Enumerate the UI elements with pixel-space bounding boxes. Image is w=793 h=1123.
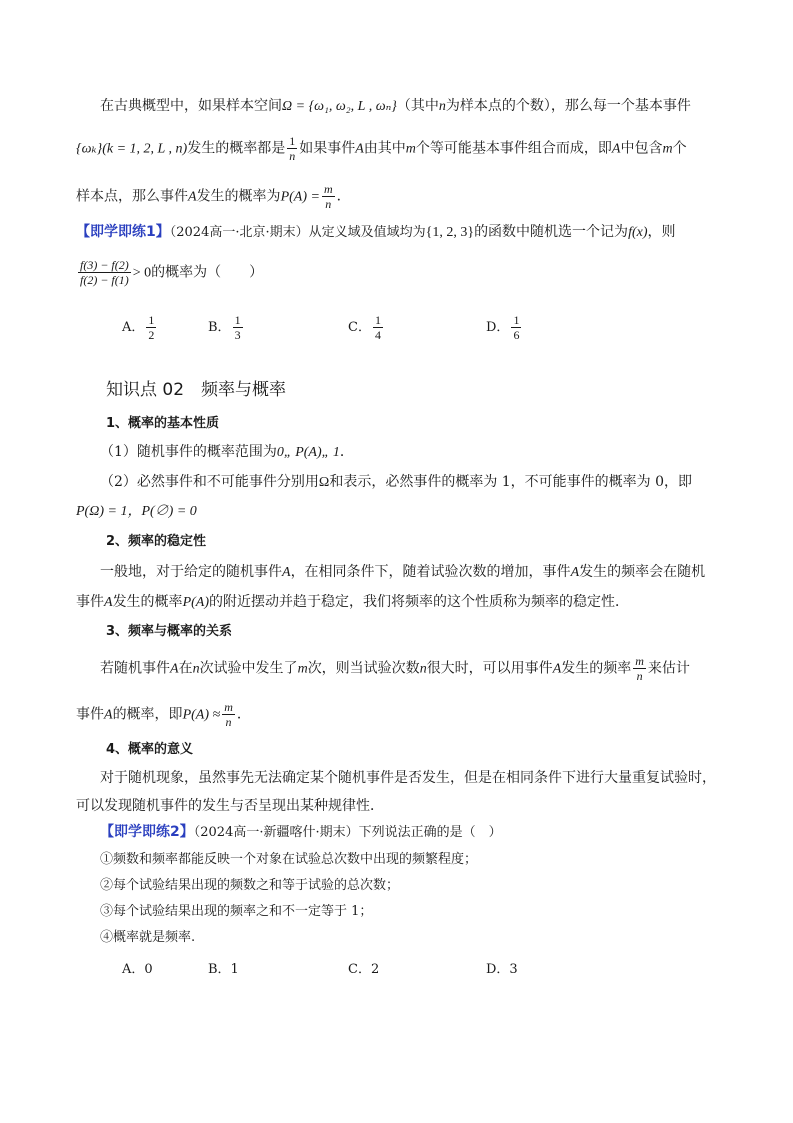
option-fraction: $\frac{1}{3}$ — [234, 313, 241, 342]
text: 个 — [672, 140, 687, 157]
option-a[interactable]: A． $\frac{1}{2}$ — [122, 313, 155, 342]
text: 的概率为（ ） — [151, 264, 264, 281]
subsection-title: 2、频率的稳定性 — [106, 534, 207, 549]
option-c[interactable]: C．2 — [348, 962, 380, 977]
difference-fraction: $\frac{f(3) - f(2)}{f(2) - f(1)}$ — [80, 258, 129, 287]
statement-item: ④概率就是频率. — [100, 930, 196, 945]
fraction-m-over-n: $\frac{m}{n}$ — [323, 182, 333, 211]
s2-line2: 事件A发生的概率P(A)的附近摆动并趋于稳定，我们将频率的这个性质称为频率的稳定性． — [76, 594, 629, 610]
s3-line1: 若随机事件A在n次试验中发生了m次，则当试验次数n很大时，可以用事件A发生的频率 $\frac{m}{n}$ 来估计 — [100, 654, 690, 683]
exercise-2-header — [100, 822, 502, 843]
s2-line1: 一般地，对于给定的随机事件A，在相同条件下，随着试验次数的增加，事件A发生的频率会在随机 — [100, 564, 706, 580]
s1-line2: （2）必然事件和不可能事件分别用Ω和表示，必然事件的概率为 1，不可能事件的概率为 0，即 — [100, 474, 693, 490]
statement-item: ①频数和频率都能反映一个对象在试验总次数中出现的频繁程度； — [100, 852, 478, 867]
p1-line1 — [100, 96, 691, 117]
text: 个等可能基本事件组合而成，即 — [415, 140, 612, 157]
statement-item: ③每个试验结果出现的频率之和不一定等于 1； — [100, 904, 373, 919]
inequality: > 0 — [132, 265, 152, 281]
option-c[interactable]: C． $\frac{1}{4}$ — [348, 313, 381, 342]
text: 由其中 — [363, 140, 406, 157]
sample-space-formula: Ω = {ω₁, ω₂, L , ωₙ} — [282, 99, 397, 114]
exercise-source: （2024高一·北京·期末）从定义域及值域均为 — [169, 225, 426, 240]
prob-range-formula: 0„ P(A)„ 1 — [276, 445, 340, 460]
text: ． — [336, 188, 351, 205]
statement-item: ②每个试验结果出现的频数之和等于试验的总次数； — [100, 878, 400, 893]
fraction-m-over-n: $\frac{m}{n}$ — [224, 700, 233, 729]
section-title: 知识点 02 频率与概率 — [106, 380, 287, 400]
fraction-1-over-n: $\frac{1}{n}$ — [289, 134, 296, 163]
exercise-tag: 【即学即练2】 — [100, 824, 194, 840]
exercise-1-line2 — [76, 258, 263, 287]
var-A: A — [611, 141, 621, 157]
s1-line1: （1）随机事件的概率范围为0„ P(A)„ 1． — [100, 444, 354, 460]
text: 中包含 — [620, 140, 663, 157]
s4-line2: 可以发现随机事件的发生与否呈现出某种规律性． — [76, 798, 384, 814]
p1-line2 — [76, 134, 687, 163]
subsection-title: 4、概率的意义 — [106, 742, 194, 757]
var-m: m — [405, 141, 416, 157]
s4-line1: 对于随机现象，虽然事先无法确定某个随机事件是否发生，但是在相同条件下进行大量重复试验时， — [100, 770, 716, 786]
s1-formula: P(Ω) = 1，P(∅) = 0 — [76, 504, 197, 519]
text: ，则 — [647, 224, 676, 240]
fraction-m-over-n: $\frac{m}{n}$ — [635, 654, 644, 683]
basic-event-formula: {ωₖ}(k = 1, 2, L , n) — [76, 141, 188, 157]
var-m: m — [662, 141, 673, 157]
text: （其中 — [396, 98, 439, 114]
approx-formula: P(A) ≈ — [182, 707, 221, 723]
exercise-tag: 【即学即练1】 — [76, 224, 170, 240]
text: 的函数中随机选一个记为 — [474, 224, 629, 240]
exercise-source: （2024高一·新疆喀什·期末）下列说法正确的是（ ） — [193, 825, 502, 840]
text: 发生的概率为 — [196, 188, 281, 205]
prob-formula: P(A) — [182, 595, 209, 610]
option-fraction: $\frac{1}{2}$ — [148, 313, 155, 342]
var-n: n — [438, 99, 446, 114]
option-fraction: $\frac{1}{6}$ — [513, 313, 520, 342]
option-b[interactable]: B．1 — [208, 962, 239, 977]
set-formula: {1, 2, 3} — [425, 225, 475, 240]
text: 发生的概率都是 — [187, 140, 286, 157]
p1-line3 — [76, 182, 351, 211]
subsection-title: 1、概率的基本性质 — [106, 416, 220, 431]
text: 为样本点的个数），那么每一个基本事件 — [445, 98, 691, 114]
exercise-1-line1 — [76, 222, 676, 243]
var-A: A — [355, 141, 364, 157]
option-fraction: $\frac{1}{4}$ — [374, 313, 381, 342]
text: 样本点，那么事件 — [76, 188, 188, 205]
option-a[interactable]: A．0 — [122, 962, 153, 977]
option-d[interactable]: D． $\frac{1}{6}$ — [486, 313, 520, 342]
var-A: A — [188, 189, 197, 205]
text: 如果事件 — [299, 140, 356, 157]
option-b[interactable]: B． $\frac{1}{3}$ — [208, 313, 241, 342]
s3-line2: 事件A的概率，即P(A) ≈ $\frac{m}{n}$ ． — [76, 700, 251, 729]
fx-formula: f(x) — [628, 225, 648, 240]
subsection-title: 3、频率与概率的关系 — [106, 624, 233, 639]
prob-formula: P(A) = — [280, 189, 320, 205]
text: 在古典概型中，如果样本空间 — [100, 98, 282, 114]
omega-symbol: Ω — [318, 475, 330, 490]
option-d[interactable]: D．3 — [486, 962, 518, 977]
